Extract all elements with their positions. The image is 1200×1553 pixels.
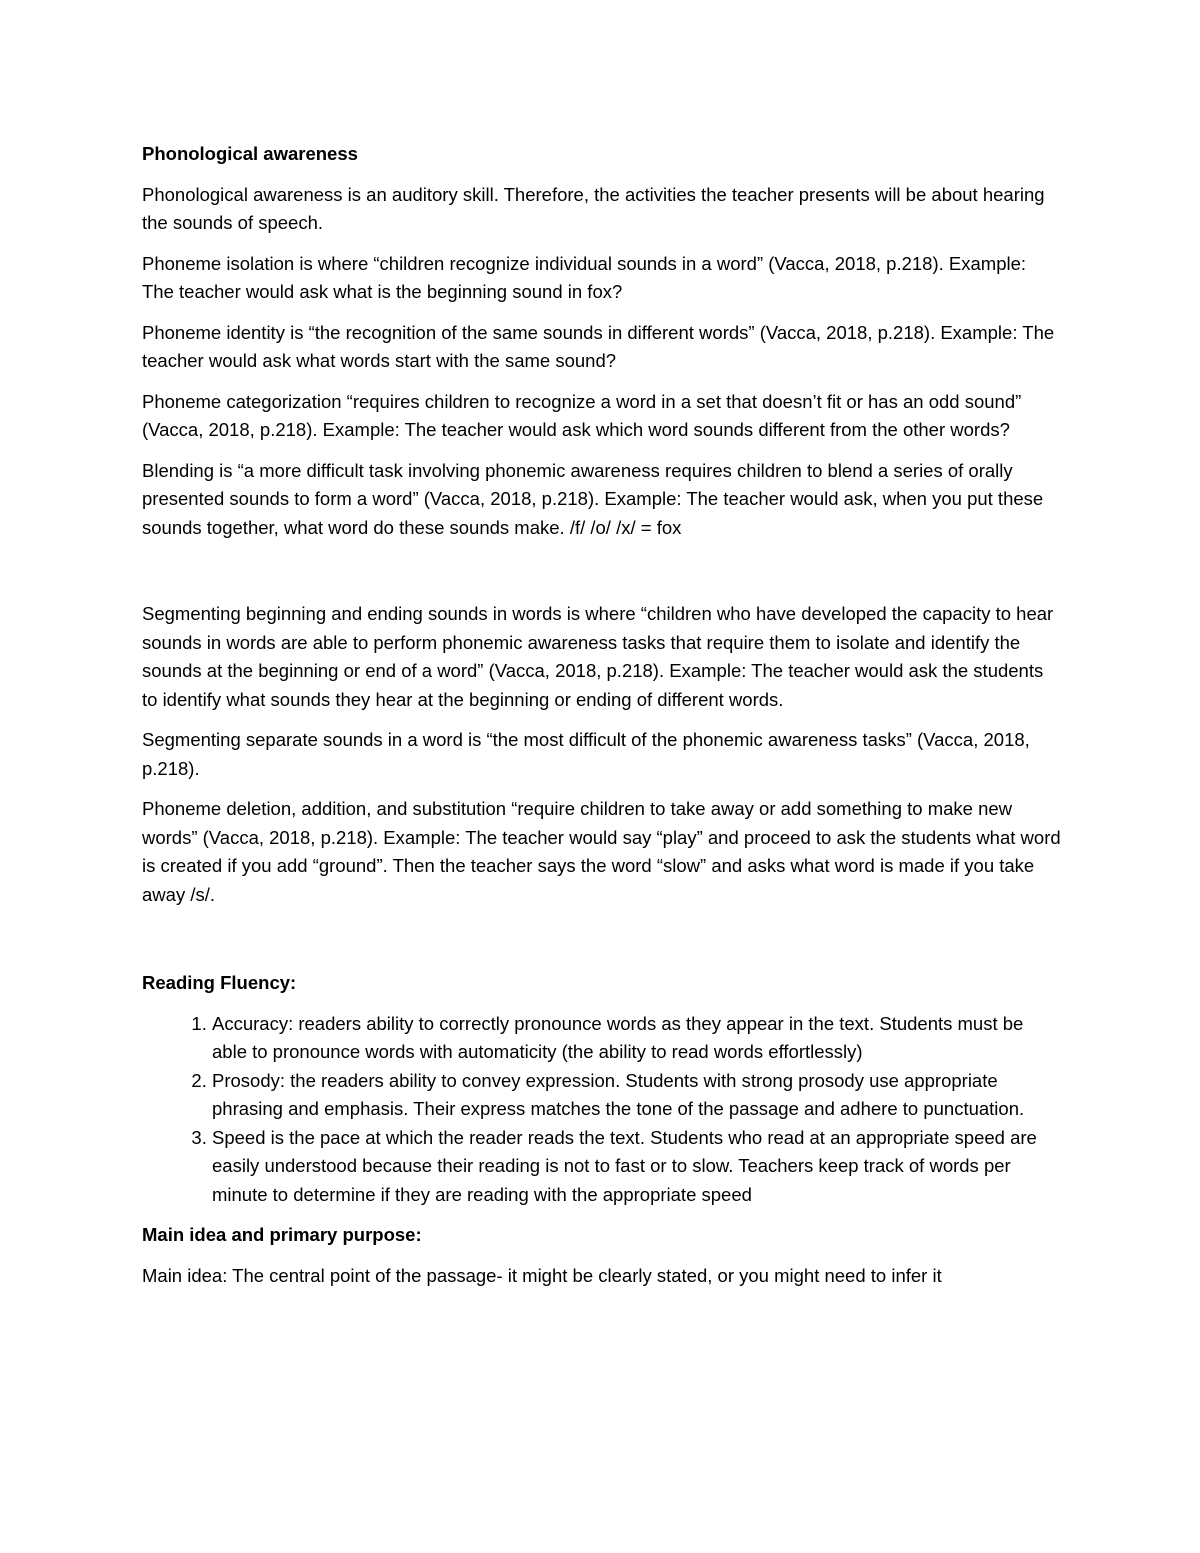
paragraph-phoneme-deletion: Phoneme deletion, addition, and substitution “require children to take away or add something to make new words” (Vacca, 2018, p.218). Example: The teacher would say “play” and proceed to ask the students what word is created if you add “ground”. Then the teacher says the word “slow” and asks what word is made if you take away /s/. xyxy=(142,798,1061,905)
paragraph-blending: Blending is “a more difficult task involving phonemic awareness requires children to blend a series of orally presented sounds to form a word” (Vacca, 2018, p.218). Example: The teacher would ask, when you put these sounds together, what word do these sounds make. /f/ /o/ /x/ = fox xyxy=(142,459,1044,538)
paragraph-segmenting-beginning-ending: Segmenting beginning and ending sounds in words is where “children who have developed the capacity to hear sounds in words are able to perform phonemic awareness tasks that require them to isolate and identify the sounds at the beginning or end of a word” (Vacca, 2018, p.218). Example: The teacher would ask the students to identify what sounds they hear at the beginning or ending of different words. xyxy=(142,603,1054,710)
paragraph-phoneme-identity: Phoneme identity is “the recognition of the same sounds in different words” (Vacca, 2018, p.218). Example: The teacher would ask what words start with the same sound? xyxy=(142,321,1055,371)
paragraph-phoneme-isolation: Phoneme isolation is where “children recognize individual sounds in a word” (Vacca, 2018, p.218). Example: The teacher would ask what is the beginning sound in fox? xyxy=(142,252,1027,302)
blank-line xyxy=(142,554,1062,600)
paragraph-intro: Phonological awareness is an auditory skill. Therefore, the activities the teacher presents will be about hearing the sounds of speech. xyxy=(142,183,1045,233)
list-item-speed: 3. Speed is the pace at which the reader reads the text. Students who read at an appropriate speed are easily understood because their reading is not to fast or to slow. Teachers keep track of words per minute to determine if they are reading with the appropriate speed xyxy=(212,1124,1062,1210)
section-heading-main-idea: Main idea and primary purpose: xyxy=(142,1224,422,1245)
section-heading-phonological-awareness: Phonological awareness xyxy=(142,143,358,164)
paragraph-phoneme-categorization: Phoneme categorization “requires children to recognize a word in a set that doesn’t fit or has an odd sound” (Vacca, 2018, p.218). Example: The teacher would ask which word sounds different from the other words? xyxy=(142,390,1022,440)
document-page xyxy=(142,140,1062,1302)
fluency-list xyxy=(142,1010,1062,1210)
list-item-prosody: 2. Prosody: the readers ability to convey expression. Students with strong prosody use appropriate phrasing and emphasis. Their express matches the tone of the passage and adhere to punctuation. xyxy=(212,1067,1062,1124)
paragraph-segmenting-separate: Segmenting separate sounds in a word is “the most difficult of the phonemic awareness tasks” (Vacca, 2018, p.218). xyxy=(142,729,1030,779)
paragraph-main-idea: Main idea: The central point of the passage- it might be clearly stated, or you might need to infer it xyxy=(142,1264,942,1286)
list-item-accuracy: 1. Accuracy: readers ability to correctly pronounce words as they appear in the text. Students must be able to pronounce words with automaticity (the ability to read words effortlessly) xyxy=(212,1010,1062,1067)
section-heading-reading-fluency: Reading Fluency: xyxy=(142,972,297,993)
blank-line xyxy=(142,921,1062,969)
